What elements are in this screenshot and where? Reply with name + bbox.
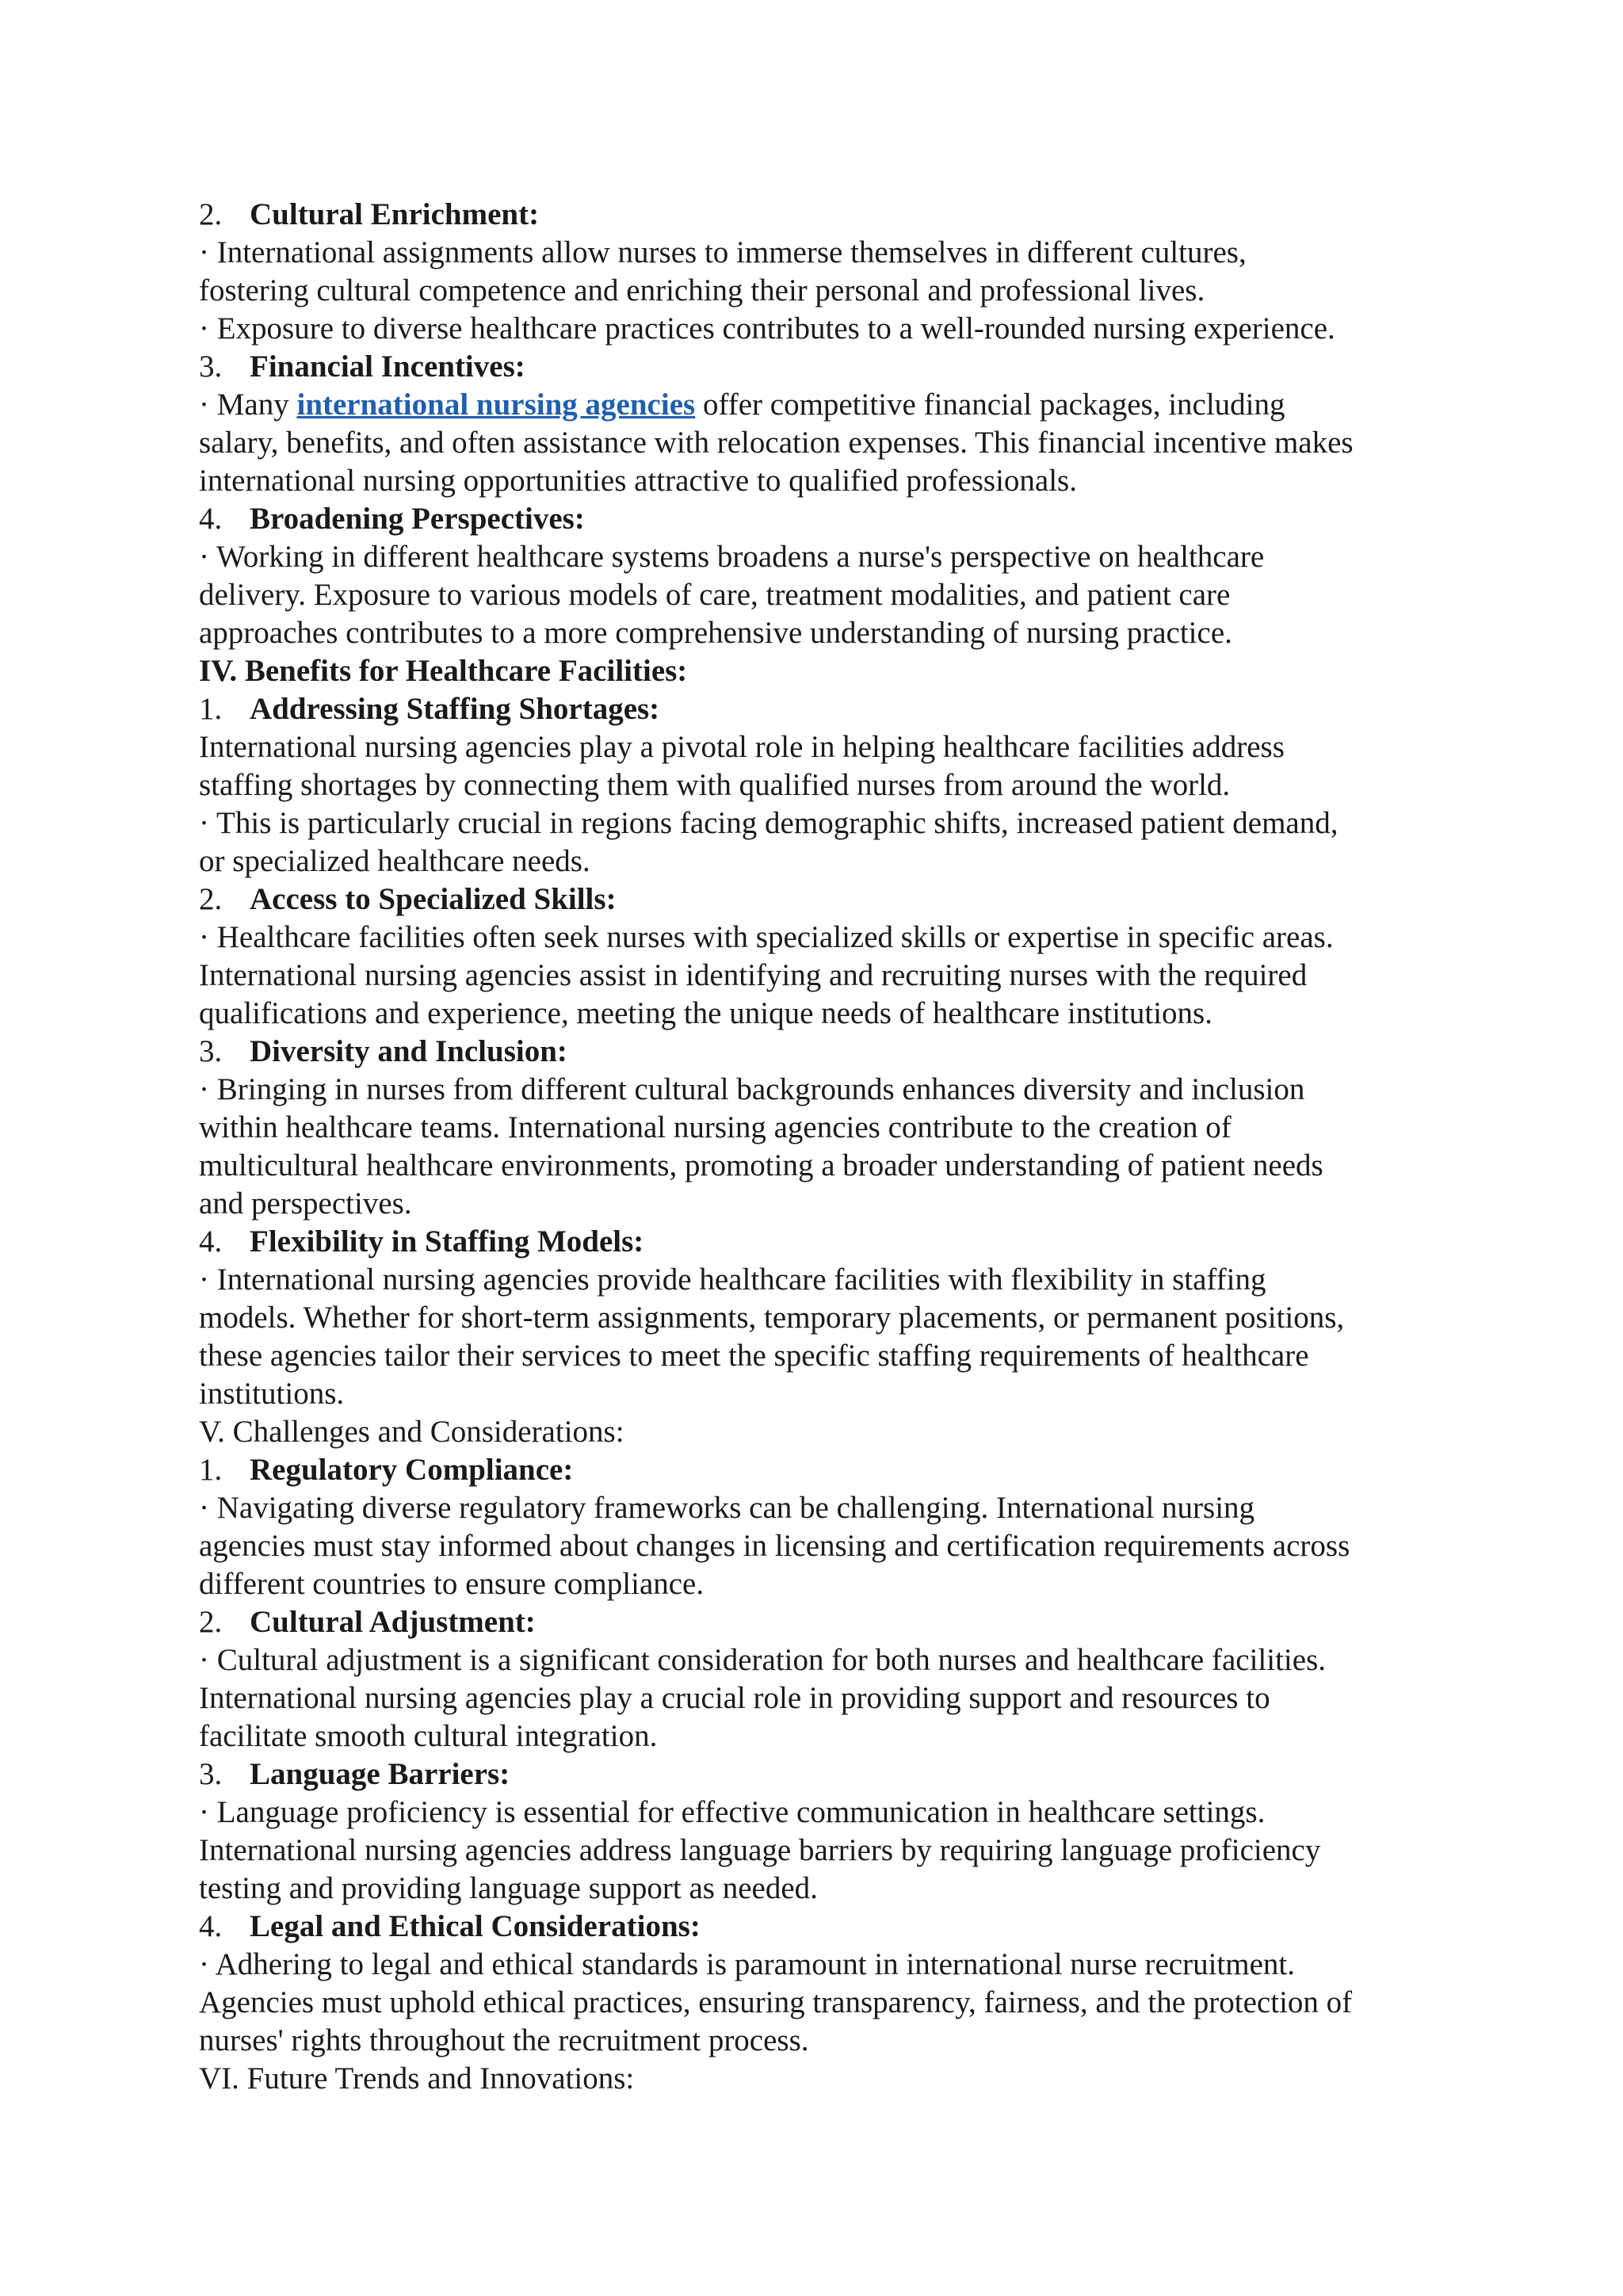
body-line: fostering cultural competence and enriching their personal and professional lives. — [199, 273, 1205, 308]
agencies-link[interactable]: international nursing agencies — [296, 388, 696, 422]
item-number: 4. — [199, 1909, 223, 1943]
body-line: different countries to ensure compliance. — [199, 1567, 705, 1601]
item-title: Language Barriers: — [250, 1757, 510, 1791]
body-line: · International nursing agencies provide healthcare facilities with flexibility in staffing — [199, 1263, 1266, 1297]
body-line: models. Whether for short-term assignments, temporary placements, or permanent positions, — [199, 1301, 1345, 1335]
item-title: Cultural Enrichment: — [250, 197, 540, 231]
item-title: Regulatory Compliance: — [250, 1453, 574, 1487]
item-heading — [199, 1033, 1467, 1071]
body-line: · Bringing in nurses from different cultural backgrounds enhances diversity and inclusion — [199, 1072, 1305, 1106]
body-line: testing and providing language support as needed. — [199, 1871, 818, 1905]
body-line: · International assignments allow nurses to immerse themselves in different cultures, — [199, 235, 1247, 269]
item-heading — [199, 1451, 1467, 1489]
body-line: · Cultural adjustment is a significant consideration for both nurses and healthcare facilities. — [199, 1643, 1326, 1677]
item-heading — [199, 500, 1467, 538]
item-title: Financial Incentives: — [250, 350, 525, 384]
body-line: · This is particularly crucial in regions facing demographic shifts, increased patient demand, — [199, 806, 1338, 840]
body-line: International nursing agencies play a pivotal role in helping healthcare facilities address — [199, 730, 1285, 764]
item-heading — [199, 1223, 1467, 1261]
item-title: Access to Specialized Skills: — [250, 882, 617, 916]
document-page — [199, 196, 1467, 2098]
body-line: agencies must stay informed about changes in licensing and certification requirements across — [199, 1529, 1350, 1563]
item-number: 4. — [199, 1224, 223, 1259]
item-heading — [199, 1603, 1467, 1641]
item-number: 4. — [199, 502, 223, 536]
body-line: International nursing agencies play a crucial role in providing support and resources to — [199, 1681, 1270, 1715]
item-number: 1. — [199, 1453, 223, 1487]
item-number: 3. — [199, 1034, 223, 1068]
body-line: facilitate smooth cultural integration. — [199, 1719, 658, 1753]
item-title: Broadening Perspectives: — [250, 502, 585, 536]
section-heading: IV. Benefits for Healthcare Facilities: — [199, 654, 688, 688]
item-number: 2. — [199, 197, 223, 231]
item-title: Addressing Staffing Shortages: — [250, 692, 660, 726]
body-line: · Navigating diverse regulatory frameworks can be challenging. International nursing — [199, 1491, 1255, 1525]
body-line: · Language proficiency is essential for effective communication in healthcare settings. — [199, 1795, 1266, 1829]
body-line: · Working in different healthcare systems broadens a nurse's perspective on healthcare — [199, 540, 1265, 574]
section-heading: VI. Future Trends and Innovations: — [199, 2061, 635, 2095]
body-line: · Healthcare facilities often seek nurses with specialized skills or expertise in specific areas. — [199, 920, 1334, 954]
body-line: multicultural healthcare environments, promoting a broader understanding of patient needs — [199, 1148, 1323, 1182]
item-number: 2. — [199, 882, 223, 916]
item-title: Diversity and Inclusion: — [250, 1034, 567, 1068]
body-line: Agencies must uphold ethical practices, ensuring transparency, fairness, and the protection of — [199, 1985, 1353, 2019]
item-heading — [199, 196, 1467, 234]
item-heading — [199, 1908, 1467, 1946]
item-number: 3. — [199, 350, 223, 384]
body-line: within healthcare teams. International nursing agencies contribute to the creation of — [199, 1110, 1232, 1144]
body-line: · Adhering to legal and ethical standards is paramount in international nurse recruitment. — [199, 1947, 1295, 1981]
body-line: qualifications and experience, meeting the unique needs of healthcare institutions. — [199, 996, 1212, 1030]
item-number: 3. — [199, 1757, 223, 1791]
item-heading — [199, 348, 1467, 386]
body-line: · Exposure to diverse healthcare practices contributes to a well-rounded nursing experience. — [199, 311, 1335, 346]
item-title: Flexibility in Staffing Models: — [250, 1224, 644, 1259]
item-title: Legal and Ethical Considerations: — [250, 1909, 701, 1943]
body-line — [199, 386, 1467, 424]
body-line: nurses' rights throughout the recruitment process. — [199, 2023, 809, 2057]
section-heading: V. Challenges and Considerations: — [199, 1415, 624, 1449]
item-title: Cultural Adjustment: — [250, 1605, 536, 1639]
body-text: · Many — [199, 388, 297, 422]
item-number: 1. — [199, 692, 223, 726]
item-number: 2. — [199, 1605, 223, 1639]
body-line: these agencies tailor their services to meet the specific staffing requirements of healthcare — [199, 1339, 1309, 1373]
body-line: or specialized healthcare needs. — [199, 844, 590, 878]
body-line: approaches contributes to a more comprehensive understanding of nursing practice. — [199, 616, 1232, 650]
body-text: offer competitive financial packages, including — [695, 388, 1285, 422]
body-line: institutions. — [199, 1377, 345, 1411]
body-line: and perspectives. — [199, 1186, 412, 1221]
body-line: delivery. Exposure to various models of care, treatment modalities, and patient care — [199, 578, 1231, 612]
body-line: staffing shortages by connecting them with qualified nurses from around the world. — [199, 768, 1231, 802]
item-heading — [199, 1755, 1467, 1794]
body-line: international nursing opportunities attractive to qualified professionals. — [199, 464, 1077, 498]
body-line: International nursing agencies address language barriers by requiring language proficiency — [199, 1833, 1321, 1867]
body-line: International nursing agencies assist in identifying and recruiting nurses with the required — [199, 958, 1308, 992]
body-line: salary, benefits, and often assistance with relocation expenses. This financial incentive makes — [199, 426, 1354, 460]
item-heading — [199, 690, 1467, 728]
item-heading — [199, 881, 1467, 919]
